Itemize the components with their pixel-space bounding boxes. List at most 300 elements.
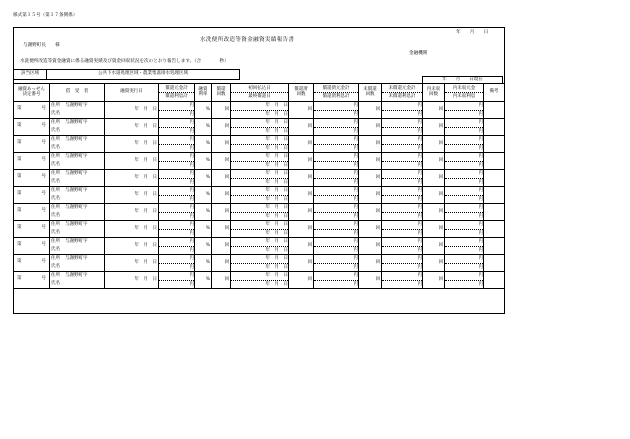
exec-date-cell[interactable]: 年 月 日 [105, 102, 159, 119]
unpaid-amount-cell-bottom[interactable]: 円 [382, 178, 422, 187]
paid-count-cell[interactable]: 回 [289, 170, 314, 187]
remarks-cell[interactable] [484, 238, 505, 255]
count-cell[interactable]: 回 [212, 204, 231, 221]
unpaid-amount-cell-bottom[interactable]: 円 [382, 246, 422, 255]
dates-cell-top[interactable]: 年 月 日 [265, 103, 288, 108]
overdue-amount-cell[interactable] [445, 204, 484, 221]
overdue-count-cell[interactable]: 回 [423, 170, 445, 187]
paid-count-cell[interactable]: 回 [289, 119, 314, 136]
overdue-amount-cell[interactable] [445, 272, 484, 289]
overdue-count-cell[interactable]: 回 [423, 238, 445, 255]
table-row [14, 255, 505, 272]
unpaid-count-cell[interactable]: 回 [359, 136, 382, 153]
remarks-cell[interactable] [484, 187, 505, 204]
exec-date-cell[interactable]: 年 月 日 [105, 238, 159, 255]
no-suffix: 号 [41, 276, 46, 281]
unpaid-count-cell[interactable]: 回 [359, 238, 382, 255]
address-label: 住所 [51, 154, 60, 159]
count-cell[interactable]: 回 [212, 187, 231, 204]
overdue-count-cell[interactable]: 回 [423, 187, 445, 204]
count-cell[interactable]: 回 [212, 102, 231, 119]
page-title: 水洗便所改造等資金融資実績報告書 [200, 37, 295, 43]
overdue-amount-cell-top[interactable]: 円 [478, 273, 483, 278]
unpaid-amount-cell[interactable] [382, 102, 423, 119]
count-cell[interactable]: 回 [212, 153, 231, 170]
table-row [14, 187, 505, 204]
paid-amount-cell[interactable] [314, 153, 359, 170]
exec-date-cell[interactable]: 年 月 日 [105, 153, 159, 170]
unpaid-amount-cell-top[interactable]: 円 [417, 188, 422, 193]
overdue-amount-cell-top[interactable]: 円 [478, 222, 483, 227]
address-value[interactable]: 与謝野町字 [65, 154, 88, 159]
dates-cell-top[interactable]: 年 月 日 [265, 120, 288, 125]
loan-number-cell[interactable] [14, 238, 50, 255]
loan-number-cell[interactable] [14, 187, 50, 204]
loan-number-cell[interactable] [14, 255, 50, 272]
loan-amount-cell-bottom[interactable]: 円 [159, 110, 194, 119]
paid-count-cell[interactable]: 回 [289, 204, 314, 221]
overdue-count-cell[interactable]: 回 [423, 102, 445, 119]
dates-cell[interactable] [231, 119, 289, 136]
overdue-amount-cell-bottom[interactable]: 円 [445, 178, 483, 187]
loan-amount-cell-bottom[interactable]: 円 [159, 246, 194, 255]
unpaid-amount-cell-bottom[interactable]: 円 [382, 212, 422, 221]
unpaid-amount-cell[interactable] [382, 153, 423, 170]
loan-amount-cell-bottom[interactable]: 円 [159, 263, 194, 272]
no-suffix: 号 [41, 208, 46, 213]
unpaid-count-cell[interactable]: 回 [359, 170, 382, 187]
overdue-amount-cell[interactable] [445, 221, 484, 238]
loan-amount-cell-top[interactable]: 円 [189, 239, 194, 244]
loan-amount-cell-top[interactable]: 円 [189, 188, 194, 193]
address-value[interactable]: 与謝野町字 [65, 239, 88, 244]
paid-amount-cell[interactable] [314, 221, 359, 238]
unpaid-count-cell[interactable]: 回 [359, 204, 382, 221]
paid-amount-cell-bottom[interactable]: 円 [314, 263, 358, 272]
overdue-count-cell[interactable]: 回 [423, 153, 445, 170]
loan-amount-cell[interactable] [159, 153, 195, 170]
paid-amount-cell[interactable] [314, 119, 359, 136]
paid-count-cell[interactable]: 回 [289, 102, 314, 119]
paid-amount-cell-bottom[interactable]: 円 [314, 195, 358, 204]
address-value[interactable]: 与謝野町字 [65, 273, 88, 278]
paid-amount-cell[interactable] [314, 238, 359, 255]
address-label: 住所 [51, 188, 60, 193]
rate-cell[interactable]: % [195, 187, 212, 204]
borrower-cell[interactable] [50, 102, 105, 119]
paid-amount-cell-bottom[interactable]: 円 [314, 229, 358, 238]
dates-cell-bottom[interactable]: 年 月 日 [231, 246, 288, 255]
dates-cell-top[interactable]: 年 月 日 [265, 239, 288, 244]
name-label: 氏名 [51, 213, 60, 218]
overdue-amount-cell-bottom[interactable]: 円 [445, 246, 483, 255]
loan-number-cell[interactable] [14, 119, 50, 136]
loan-amount-cell-bottom[interactable]: 円 [159, 280, 194, 289]
remarks-cell[interactable] [484, 272, 505, 289]
exec-date-cell[interactable]: 年 月 日 [105, 170, 159, 187]
loan-amount-cell[interactable] [159, 170, 195, 187]
paid-amount-cell-bottom[interactable]: 円 [314, 212, 358, 221]
count-cell[interactable]: 回 [212, 221, 231, 238]
remarks-cell[interactable] [484, 255, 505, 272]
overdue-count-cell[interactable]: 回 [423, 119, 445, 136]
overdue-amount-cell-bottom[interactable]: 円 [445, 263, 483, 272]
address-value[interactable]: 与謝野町字 [65, 137, 88, 142]
unpaid-amount-cell-bottom[interactable]: 円 [382, 195, 422, 204]
dates-cell-bottom[interactable]: 年 月 日 [231, 195, 288, 204]
paid-amount-cell-top[interactable]: 円 [353, 205, 358, 210]
unpaid-amount-cell-top[interactable]: 円 [417, 137, 422, 142]
unpaid-amount-cell-top[interactable]: 円 [417, 222, 422, 227]
address-value[interactable]: 与謝野町字 [65, 188, 88, 193]
remarks-cell[interactable] [484, 170, 505, 187]
table-row [14, 102, 505, 119]
dates-cell[interactable] [231, 153, 289, 170]
paid-amount-cell-top[interactable]: 円 [353, 222, 358, 227]
dates-cell[interactable] [231, 255, 289, 272]
loan-number-cell[interactable] [14, 272, 50, 289]
dates-cell-bottom[interactable]: 年 月 日 [231, 161, 288, 170]
unpaid-amount-cell-bottom[interactable]: 円 [382, 229, 422, 238]
dates-cell-bottom[interactable]: 年 月 日 [231, 263, 288, 272]
paid-amount-cell-top[interactable]: 円 [353, 137, 358, 142]
unpaid-amount-cell[interactable] [382, 272, 423, 289]
paid-count-cell[interactable]: 回 [289, 221, 314, 238]
overdue-amount-cell[interactable] [445, 255, 484, 272]
overdue-count-cell[interactable]: 回 [423, 255, 445, 272]
table-row [14, 221, 505, 238]
unpaid-amount-cell[interactable] [382, 221, 423, 238]
overdue-amount-cell[interactable] [445, 170, 484, 187]
overdue-count-cell[interactable]: 回 [423, 136, 445, 153]
paid-amount-cell-bottom[interactable]: 円 [314, 161, 358, 170]
loan-amount-cell-bottom[interactable]: 円 [159, 127, 194, 136]
unpaid-amount-cell-top[interactable]: 円 [417, 171, 422, 176]
paid-amount-cell[interactable] [314, 170, 359, 187]
paid-amount-cell-top[interactable]: 円 [353, 154, 358, 159]
unpaid-count-cell[interactable]: 回 [359, 119, 382, 136]
address-value[interactable]: 与謝野町字 [65, 222, 88, 227]
exec-date-cell[interactable]: 年 月 日 [105, 272, 159, 289]
dates-cell[interactable] [231, 102, 289, 119]
loan-amount-cell[interactable] [159, 136, 195, 153]
loan-number-cell[interactable] [14, 136, 50, 153]
borrower-cell[interactable] [50, 272, 105, 289]
paid-amount-cell-top[interactable]: 円 [353, 188, 358, 193]
unpaid-amount-cell[interactable] [382, 119, 423, 136]
dates-cell-bottom[interactable]: 年 月 日 [231, 178, 288, 187]
unpaid-amount-cell-bottom[interactable]: 円 [382, 161, 422, 170]
address-value[interactable]: 与謝野町字 [65, 205, 88, 210]
exec-date-cell[interactable]: 年 月 日 [105, 221, 159, 238]
unpaid-amount-cell-bottom[interactable]: 円 [382, 263, 422, 272]
remarks-cell[interactable] [484, 204, 505, 221]
loan-amount-cell-bottom[interactable]: 円 [159, 195, 194, 204]
overdue-count-cell[interactable]: 回 [423, 204, 445, 221]
unpaid-count-cell[interactable]: 回 [359, 221, 382, 238]
count-cell[interactable]: 回 [212, 170, 231, 187]
overdue-amount-cell-top[interactable]: 円 [478, 120, 483, 125]
remarks-cell[interactable] [484, 136, 505, 153]
dates-cell-top[interactable]: 年 月 日 [265, 205, 288, 210]
unpaid-count-cell[interactable]: 回 [359, 255, 382, 272]
unpaid-amount-cell-bottom[interactable]: 円 [382, 144, 422, 153]
overdue-amount-cell[interactable] [445, 136, 484, 153]
area-label: 該当区域 [14, 70, 47, 80]
dates-cell[interactable] [231, 170, 289, 187]
borrower-cell[interactable] [50, 221, 105, 238]
unpaid-amount-cell[interactable] [382, 187, 423, 204]
unpaid-amount-cell-top[interactable]: 円 [417, 205, 422, 210]
overdue-amount-cell-bottom[interactable]: 円 [445, 212, 483, 221]
paid-amount-cell[interactable] [314, 102, 359, 119]
paid-amount-cell-top[interactable]: 円 [353, 239, 358, 244]
overdue-amount-cell-top[interactable]: 円 [478, 188, 483, 193]
col-unpaid-top: 未償還元金計 [388, 85, 416, 91]
overdue-amount-cell-top[interactable]: 円 [478, 171, 483, 176]
unpaid-amount-cell-top[interactable]: 円 [417, 256, 422, 261]
overdue-amount-cell-bottom[interactable]: 円 [445, 144, 483, 153]
dates-cell-top[interactable]: 年 月 日 [265, 137, 288, 142]
paid-amount-cell[interactable] [314, 272, 359, 289]
overdue-amount-cell-bottom[interactable]: 円 [445, 229, 483, 238]
paid-count-cell[interactable]: 回 [289, 187, 314, 204]
loan-amount-cell-top[interactable]: 円 [189, 256, 194, 261]
loan-amount-cell[interactable] [159, 255, 195, 272]
unpaid-amount-cell-top[interactable]: 円 [417, 103, 422, 108]
rate-cell[interactable]: % [195, 153, 212, 170]
paid-amount-cell[interactable] [314, 136, 359, 153]
overdue-amount-cell-bottom[interactable]: 円 [445, 110, 483, 119]
overdue-amount-cell-bottom[interactable]: 円 [445, 127, 483, 136]
borrower-cell[interactable] [50, 170, 105, 187]
overdue-amount-cell-bottom[interactable]: 円 [445, 161, 483, 170]
rate-cell[interactable]: % [195, 255, 212, 272]
count-cell[interactable]: 回 [212, 255, 231, 272]
overdue-amount-cell[interactable] [445, 119, 484, 136]
unpaid-count-cell[interactable]: 回 [359, 153, 382, 170]
remarks-cell[interactable] [484, 119, 505, 136]
count-cell[interactable]: 回 [212, 119, 231, 136]
loan-amount-cell-top[interactable]: 円 [189, 137, 194, 142]
address-label: 住所 [51, 120, 60, 125]
loan-amount-cell[interactable] [159, 221, 195, 238]
name-label: 氏名 [51, 196, 60, 201]
borrower-cell[interactable] [50, 238, 105, 255]
overdue-amount-cell-top[interactable]: 円 [478, 154, 483, 159]
paid-count-cell[interactable]: 回 [289, 136, 314, 153]
dates-cell-bottom[interactable]: 年 月 日 [231, 212, 288, 221]
loan-amount-cell-top[interactable]: 円 [189, 171, 194, 176]
dates-cell[interactable] [231, 204, 289, 221]
dates-cell-bottom[interactable]: 年 月 日 [231, 229, 288, 238]
paid-amount-cell-bottom[interactable]: 円 [314, 144, 358, 153]
dates-cell[interactable] [231, 221, 289, 238]
rate-cell[interactable]: % [195, 102, 212, 119]
unpaid-amount-cell-bottom[interactable]: 円 [382, 280, 422, 289]
loan-amount-cell-top[interactable]: 円 [189, 154, 194, 159]
overdue-amount-cell-top[interactable]: 円 [478, 103, 483, 108]
dates-cell-bottom[interactable]: 年 月 日 [231, 127, 288, 136]
overdue-amount-cell-bottom[interactable]: 円 [445, 195, 483, 204]
paid-amount-cell-top[interactable]: 円 [353, 273, 358, 278]
unpaid-amount-cell[interactable] [382, 136, 423, 153]
loan-amount-cell-top[interactable]: 円 [189, 205, 194, 210]
paid-amount-cell-bottom[interactable]: 円 [314, 246, 358, 255]
col-overdue-bottom: 内未収利息 [445, 92, 483, 101]
rate-cell[interactable]: % [195, 136, 212, 153]
loan-amount-cell-top[interactable]: 円 [189, 222, 194, 227]
remarks-cell[interactable] [484, 221, 505, 238]
count-cell[interactable]: 回 [212, 272, 231, 289]
exec-date-cell[interactable]: 年 月 日 [105, 136, 159, 153]
overdue-count-cell[interactable]: 回 [423, 221, 445, 238]
form-number: 様式第１５号（第１７条関係） [13, 13, 78, 18]
overdue-amount-cell-top[interactable]: 円 [478, 256, 483, 261]
remarks-cell[interactable] [484, 153, 505, 170]
loan-amount-cell[interactable] [159, 119, 195, 136]
table-row [14, 238, 505, 255]
col-unpaid [382, 84, 423, 102]
dates-cell-top[interactable]: 年 月 日 [265, 188, 288, 193]
paid-amount-cell[interactable] [314, 255, 359, 272]
overdue-amount-cell-bottom[interactable]: 円 [445, 280, 483, 289]
dates-cell-bottom[interactable]: 年 月 日 [231, 280, 288, 289]
dates-cell[interactable] [231, 238, 289, 255]
address-value[interactable]: 与謝野町字 [65, 171, 88, 176]
dates-cell-top[interactable]: 年 月 日 [265, 222, 288, 227]
no-suffix: 号 [41, 106, 46, 111]
overdue-amount-cell[interactable] [445, 238, 484, 255]
loan-number-cell[interactable] [14, 170, 50, 187]
unpaid-amount-cell[interactable] [382, 238, 423, 255]
unpaid-amount-cell-top[interactable]: 円 [417, 239, 422, 244]
overdue-count-cell[interactable]: 回 [423, 272, 445, 289]
borrower-cell[interactable] [50, 255, 105, 272]
paid-count-cell[interactable]: 回 [289, 238, 314, 255]
no-suffix: 号 [41, 191, 46, 196]
unpaid-count-cell[interactable]: 回 [359, 102, 382, 119]
loan-amount-cell[interactable] [159, 238, 195, 255]
paid-amount-cell-bottom[interactable]: 円 [314, 110, 358, 119]
loan-amount-cell-top[interactable]: 円 [189, 273, 194, 278]
address-value[interactable]: 与謝野町字 [65, 120, 88, 125]
table-row [14, 136, 505, 153]
loan-number-cell[interactable] [14, 204, 50, 221]
loan-amount-cell-bottom[interactable]: 円 [159, 178, 194, 187]
loan-number-cell[interactable] [14, 102, 50, 119]
loan-amount-cell-bottom[interactable]: 円 [159, 212, 194, 221]
dates-cell-top[interactable]: 年 月 日 [265, 154, 288, 159]
overdue-amount-cell[interactable] [445, 102, 484, 119]
paid-amount-cell-bottom[interactable]: 円 [314, 178, 358, 187]
loan-amount-cell[interactable] [159, 102, 195, 119]
overdue-amount-cell[interactable] [445, 153, 484, 170]
borrower-cell[interactable] [50, 153, 105, 170]
name-label: 氏名 [51, 162, 60, 167]
unpaid-amount-cell-top[interactable]: 円 [417, 273, 422, 278]
loan-amount-cell-bottom[interactable]: 円 [159, 161, 194, 170]
exec-date-cell[interactable]: 年 月 日 [105, 119, 159, 136]
overdue-amount-cell-top[interactable]: 円 [478, 239, 483, 244]
paid-amount-cell[interactable] [314, 187, 359, 204]
loan-amount-cell-bottom[interactable]: 円 [159, 144, 194, 153]
borrower-cell[interactable] [50, 136, 105, 153]
dates-cell-bottom[interactable]: 年 月 日 [231, 144, 288, 153]
paid-count-cell[interactable]: 回 [289, 255, 314, 272]
unpaid-count-cell[interactable]: 回 [359, 272, 382, 289]
paid-amount-cell-bottom[interactable]: 円 [314, 127, 358, 136]
overdue-amount-cell-top[interactable]: 円 [478, 205, 483, 210]
institution-label: 金融機関 [409, 51, 428, 56]
exec-date-cell[interactable]: 年 月 日 [105, 187, 159, 204]
area-value: 公共下水道処理区域・農業集落排水処理区域 [47, 70, 240, 80]
unpaid-amount-cell-bottom[interactable]: 円 [382, 110, 422, 119]
dates-cell[interactable] [231, 272, 289, 289]
address-value[interactable]: 与謝野町字 [65, 256, 88, 261]
loan-amount-cell[interactable] [159, 187, 195, 204]
unpaid-amount-cell-bottom[interactable]: 円 [382, 127, 422, 136]
paid-count-cell[interactable]: 回 [289, 153, 314, 170]
paid-amount-cell-bottom[interactable]: 円 [314, 280, 358, 289]
borrower-cell[interactable] [50, 187, 105, 204]
dates-cell-top[interactable]: 年 月 日 [265, 171, 288, 176]
address-value[interactable]: 与謝野町字 [65, 103, 88, 108]
dates-cell-bottom[interactable]: 年 月 日 [231, 110, 288, 119]
dates-cell-top[interactable]: 年 月 日 [265, 273, 288, 278]
rate-cell[interactable]: % [195, 170, 212, 187]
paid-amount-cell-top[interactable]: 円 [353, 256, 358, 261]
unpaid-amount-cell-top[interactable]: 円 [417, 154, 422, 159]
borrower-cell[interactable] [50, 119, 105, 136]
unpaid-count-cell[interactable]: 回 [359, 187, 382, 204]
dates-cell[interactable] [231, 136, 289, 153]
count-cell[interactable]: 回 [212, 238, 231, 255]
loan-amount-cell-top[interactable]: 円 [189, 120, 194, 125]
overdue-amount-cell[interactable] [445, 187, 484, 204]
paid-amount-cell-top[interactable]: 円 [353, 103, 358, 108]
rate-cell[interactable]: % [195, 204, 212, 221]
loan-number-cell[interactable] [14, 153, 50, 170]
loan-amount-cell[interactable] [159, 204, 195, 221]
borrower-cell[interactable] [50, 204, 105, 221]
unpaid-amount-cell[interactable] [382, 204, 423, 221]
exec-date-cell[interactable]: 年 月 日 [105, 255, 159, 272]
exec-date-cell[interactable]: 年 月 日 [105, 204, 159, 221]
rate-cell[interactable]: % [195, 221, 212, 238]
overdue-amount-cell-top[interactable]: 円 [478, 137, 483, 142]
count-cell[interactable]: 回 [212, 136, 231, 153]
paid-amount-cell-top[interactable]: 円 [353, 171, 358, 176]
dates-cell[interactable] [231, 187, 289, 204]
dates-cell-top[interactable]: 年 月 日 [265, 256, 288, 261]
unpaid-amount-cell[interactable] [382, 255, 423, 272]
unpaid-amount-cell[interactable] [382, 170, 423, 187]
loan-amount-cell-bottom[interactable]: 円 [159, 229, 194, 238]
col-borrower: 借 受 者 [50, 84, 105, 102]
rate-cell[interactable]: % [195, 119, 212, 136]
unpaid-amount-cell-top[interactable]: 円 [417, 120, 422, 125]
paid-amount-cell[interactable] [314, 204, 359, 221]
remarks-cell[interactable] [484, 102, 505, 119]
rate-cell[interactable]: % [195, 272, 212, 289]
paid-count-cell[interactable]: 回 [289, 272, 314, 289]
loan-number-cell[interactable] [14, 221, 50, 238]
rate-cell[interactable]: % [195, 238, 212, 255]
loan-amount-cell-top[interactable]: 円 [189, 103, 194, 108]
paid-amount-cell-top[interactable]: 円 [353, 120, 358, 125]
loan-amount-cell[interactable] [159, 272, 195, 289]
